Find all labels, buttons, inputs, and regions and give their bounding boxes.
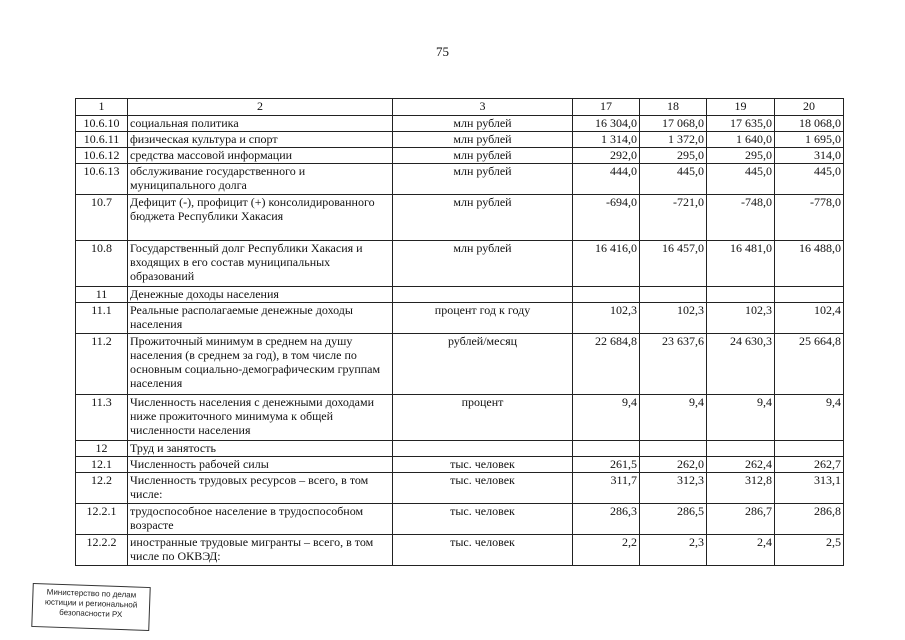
row-value-19: 16 481,0: [707, 241, 775, 287]
row-name: Дефицит (-), профицит (+) консолидированного бюджета Республики Хакасия: [128, 195, 393, 241]
row-value-19: -748,0: [707, 195, 775, 241]
row-value-19: 312,8: [707, 473, 775, 504]
row-name: Прожиточный минимум в среднем на душу населения (в среднем за год), в том числе по основным социально-демографическим группам населения: [128, 334, 393, 395]
row-name: Численность рабочей силы: [128, 457, 393, 473]
page-number: 75: [436, 44, 449, 59]
row-value-20: 262,7: [775, 457, 844, 473]
row-number: 12: [76, 441, 128, 457]
row-unit: млн рублей: [393, 116, 573, 132]
row-value-20: [775, 441, 844, 457]
row-number: 10.6.13: [76, 164, 128, 195]
table-row: [76, 195, 844, 241]
row-value-17: [573, 441, 640, 457]
table-row: [76, 132, 844, 148]
table-row: [76, 535, 844, 566]
row-value-19: 262,4: [707, 457, 775, 473]
row-value-20: [775, 287, 844, 303]
row-unit: тыс. человек: [393, 473, 573, 504]
row-value-19: 24 630,3: [707, 334, 775, 395]
row-value-20: 16 488,0: [775, 241, 844, 287]
row-name: социальная политика: [128, 116, 393, 132]
row-value-18: 17 068,0: [640, 116, 707, 132]
header-col-2: 2: [128, 99, 393, 116]
row-unit: [393, 287, 573, 303]
row-value-18: 295,0: [640, 148, 707, 164]
header-col-19: 19: [707, 99, 775, 116]
row-value-17: 102,3: [573, 303, 640, 334]
table-row: [76, 241, 844, 287]
row-value-18: 9,4: [640, 395, 707, 441]
row-value-18: [640, 287, 707, 303]
table-row: [76, 473, 844, 504]
row-value-18: [640, 441, 707, 457]
row-number: 12.1: [76, 457, 128, 473]
header-col-20: 20: [775, 99, 844, 116]
row-value-17: 16 416,0: [573, 241, 640, 287]
row-name: Труд и занятость: [128, 441, 393, 457]
row-value-20: 25 664,8: [775, 334, 844, 395]
row-value-17: 22 684,8: [573, 334, 640, 395]
row-name: Денежные доходы населения: [128, 287, 393, 303]
row-value-17: 444,0: [573, 164, 640, 195]
row-unit: млн рублей: [393, 195, 573, 241]
row-name: физическая культура и спорт: [128, 132, 393, 148]
row-value-17: 9,4: [573, 395, 640, 441]
table-row: [76, 287, 844, 303]
row-value-20: -778,0: [775, 195, 844, 241]
table-row: [76, 441, 844, 457]
row-number: 12.2.2: [76, 535, 128, 566]
row-number: 12.2: [76, 473, 128, 504]
table-row: [76, 395, 844, 441]
row-value-18: -721,0: [640, 195, 707, 241]
row-value-18: 2,3: [640, 535, 707, 566]
approval-stamp: [31, 583, 150, 631]
row-value-18: 286,5: [640, 504, 707, 535]
row-name: иностранные трудовые мигранты – всего, в том числе по ОКВЭД:: [128, 535, 393, 566]
row-name: Численность населения с денежными доходами ниже прожиточного минимума к общей численности населения: [128, 395, 393, 441]
row-value-19: 102,3: [707, 303, 775, 334]
row-value-19: 445,0: [707, 164, 775, 195]
row-value-18: 1 372,0: [640, 132, 707, 148]
row-number: 10.6.12: [76, 148, 128, 164]
header-col-18: 18: [640, 99, 707, 116]
row-unit: млн рублей: [393, 164, 573, 195]
row-name: Государственный долг Республики Хакасия и входящих в его состав муниципальных образований: [128, 241, 393, 287]
row-number: 11.2: [76, 334, 128, 395]
table-row: [76, 457, 844, 473]
header-col-1: 1: [76, 99, 128, 116]
row-value-20: 313,1: [775, 473, 844, 504]
row-name: обслуживание государственного и муниципального долга: [128, 164, 393, 195]
row-value-20: 445,0: [775, 164, 844, 195]
row-value-19: 17 635,0: [707, 116, 775, 132]
row-number: 11.3: [76, 395, 128, 441]
row-value-19: [707, 441, 775, 457]
row-unit: тыс. человек: [393, 504, 573, 535]
row-value-20: 1 695,0: [775, 132, 844, 148]
table-header-row: [76, 99, 844, 116]
row-value-17: 261,5: [573, 457, 640, 473]
header-col-3: 3: [393, 99, 573, 116]
row-number: 11.1: [76, 303, 128, 334]
table-row: [76, 303, 844, 334]
header-col-17: 17: [573, 99, 640, 116]
row-value-17: 2,2: [573, 535, 640, 566]
row-unit: тыс. человек: [393, 535, 573, 566]
row-unit: процент год к году: [393, 303, 573, 334]
table-row: [76, 504, 844, 535]
row-value-19: [707, 287, 775, 303]
row-value-20: 2,5: [775, 535, 844, 566]
row-value-19: 2,4: [707, 535, 775, 566]
row-unit: млн рублей: [393, 148, 573, 164]
row-value-18: 102,3: [640, 303, 707, 334]
row-number: 11: [76, 287, 128, 303]
row-number: 10.6.11: [76, 132, 128, 148]
row-value-18: 312,3: [640, 473, 707, 504]
row-value-20: 286,8: [775, 504, 844, 535]
row-value-20: 314,0: [775, 148, 844, 164]
table-row: [76, 334, 844, 395]
row-value-19: 9,4: [707, 395, 775, 441]
row-unit: [393, 441, 573, 457]
stamp-line: юстиции и региональной: [44, 597, 138, 610]
row-unit: тыс. человек: [393, 457, 573, 473]
row-value-18: 16 457,0: [640, 241, 707, 287]
row-value-17: 311,7: [573, 473, 640, 504]
row-unit: млн рублей: [393, 132, 573, 148]
row-name: Реальные располагаемые денежные доходы населения: [128, 303, 393, 334]
row-unit: процент: [393, 395, 573, 441]
row-value-17: 1 314,0: [573, 132, 640, 148]
indicators-table: [75, 98, 844, 566]
row-number: 10.6.10: [76, 116, 128, 132]
row-number: 10.8: [76, 241, 128, 287]
row-value-19: 1 640,0: [707, 132, 775, 148]
row-name: средства массовой информации: [128, 148, 393, 164]
row-value-20: 102,4: [775, 303, 844, 334]
stamp-line: безопасности РХ: [59, 607, 123, 620]
row-name: трудоспособное население в трудоспособном возрасте: [128, 504, 393, 535]
table-row: [76, 148, 844, 164]
stamp-line: Министерство по делам: [46, 587, 137, 600]
row-value-17: 286,3: [573, 504, 640, 535]
row-value-19: 295,0: [707, 148, 775, 164]
row-value-17: 16 304,0: [573, 116, 640, 132]
row-value-20: 18 068,0: [775, 116, 844, 132]
row-unit: рублей/месяц: [393, 334, 573, 395]
table-row: [76, 164, 844, 195]
row-value-17: [573, 287, 640, 303]
row-value-17: -694,0: [573, 195, 640, 241]
table-row: [76, 116, 844, 132]
row-value-18: 445,0: [640, 164, 707, 195]
row-number: 12.2.1: [76, 504, 128, 535]
row-value-18: 262,0: [640, 457, 707, 473]
row-unit: млн рублей: [393, 241, 573, 287]
row-name: Численность трудовых ресурсов – всего, в том числе:: [128, 473, 393, 504]
row-value-19: 286,7: [707, 504, 775, 535]
row-value-20: 9,4: [775, 395, 844, 441]
row-value-17: 292,0: [573, 148, 640, 164]
row-number: 10.7: [76, 195, 128, 241]
row-value-18: 23 637,6: [640, 334, 707, 395]
